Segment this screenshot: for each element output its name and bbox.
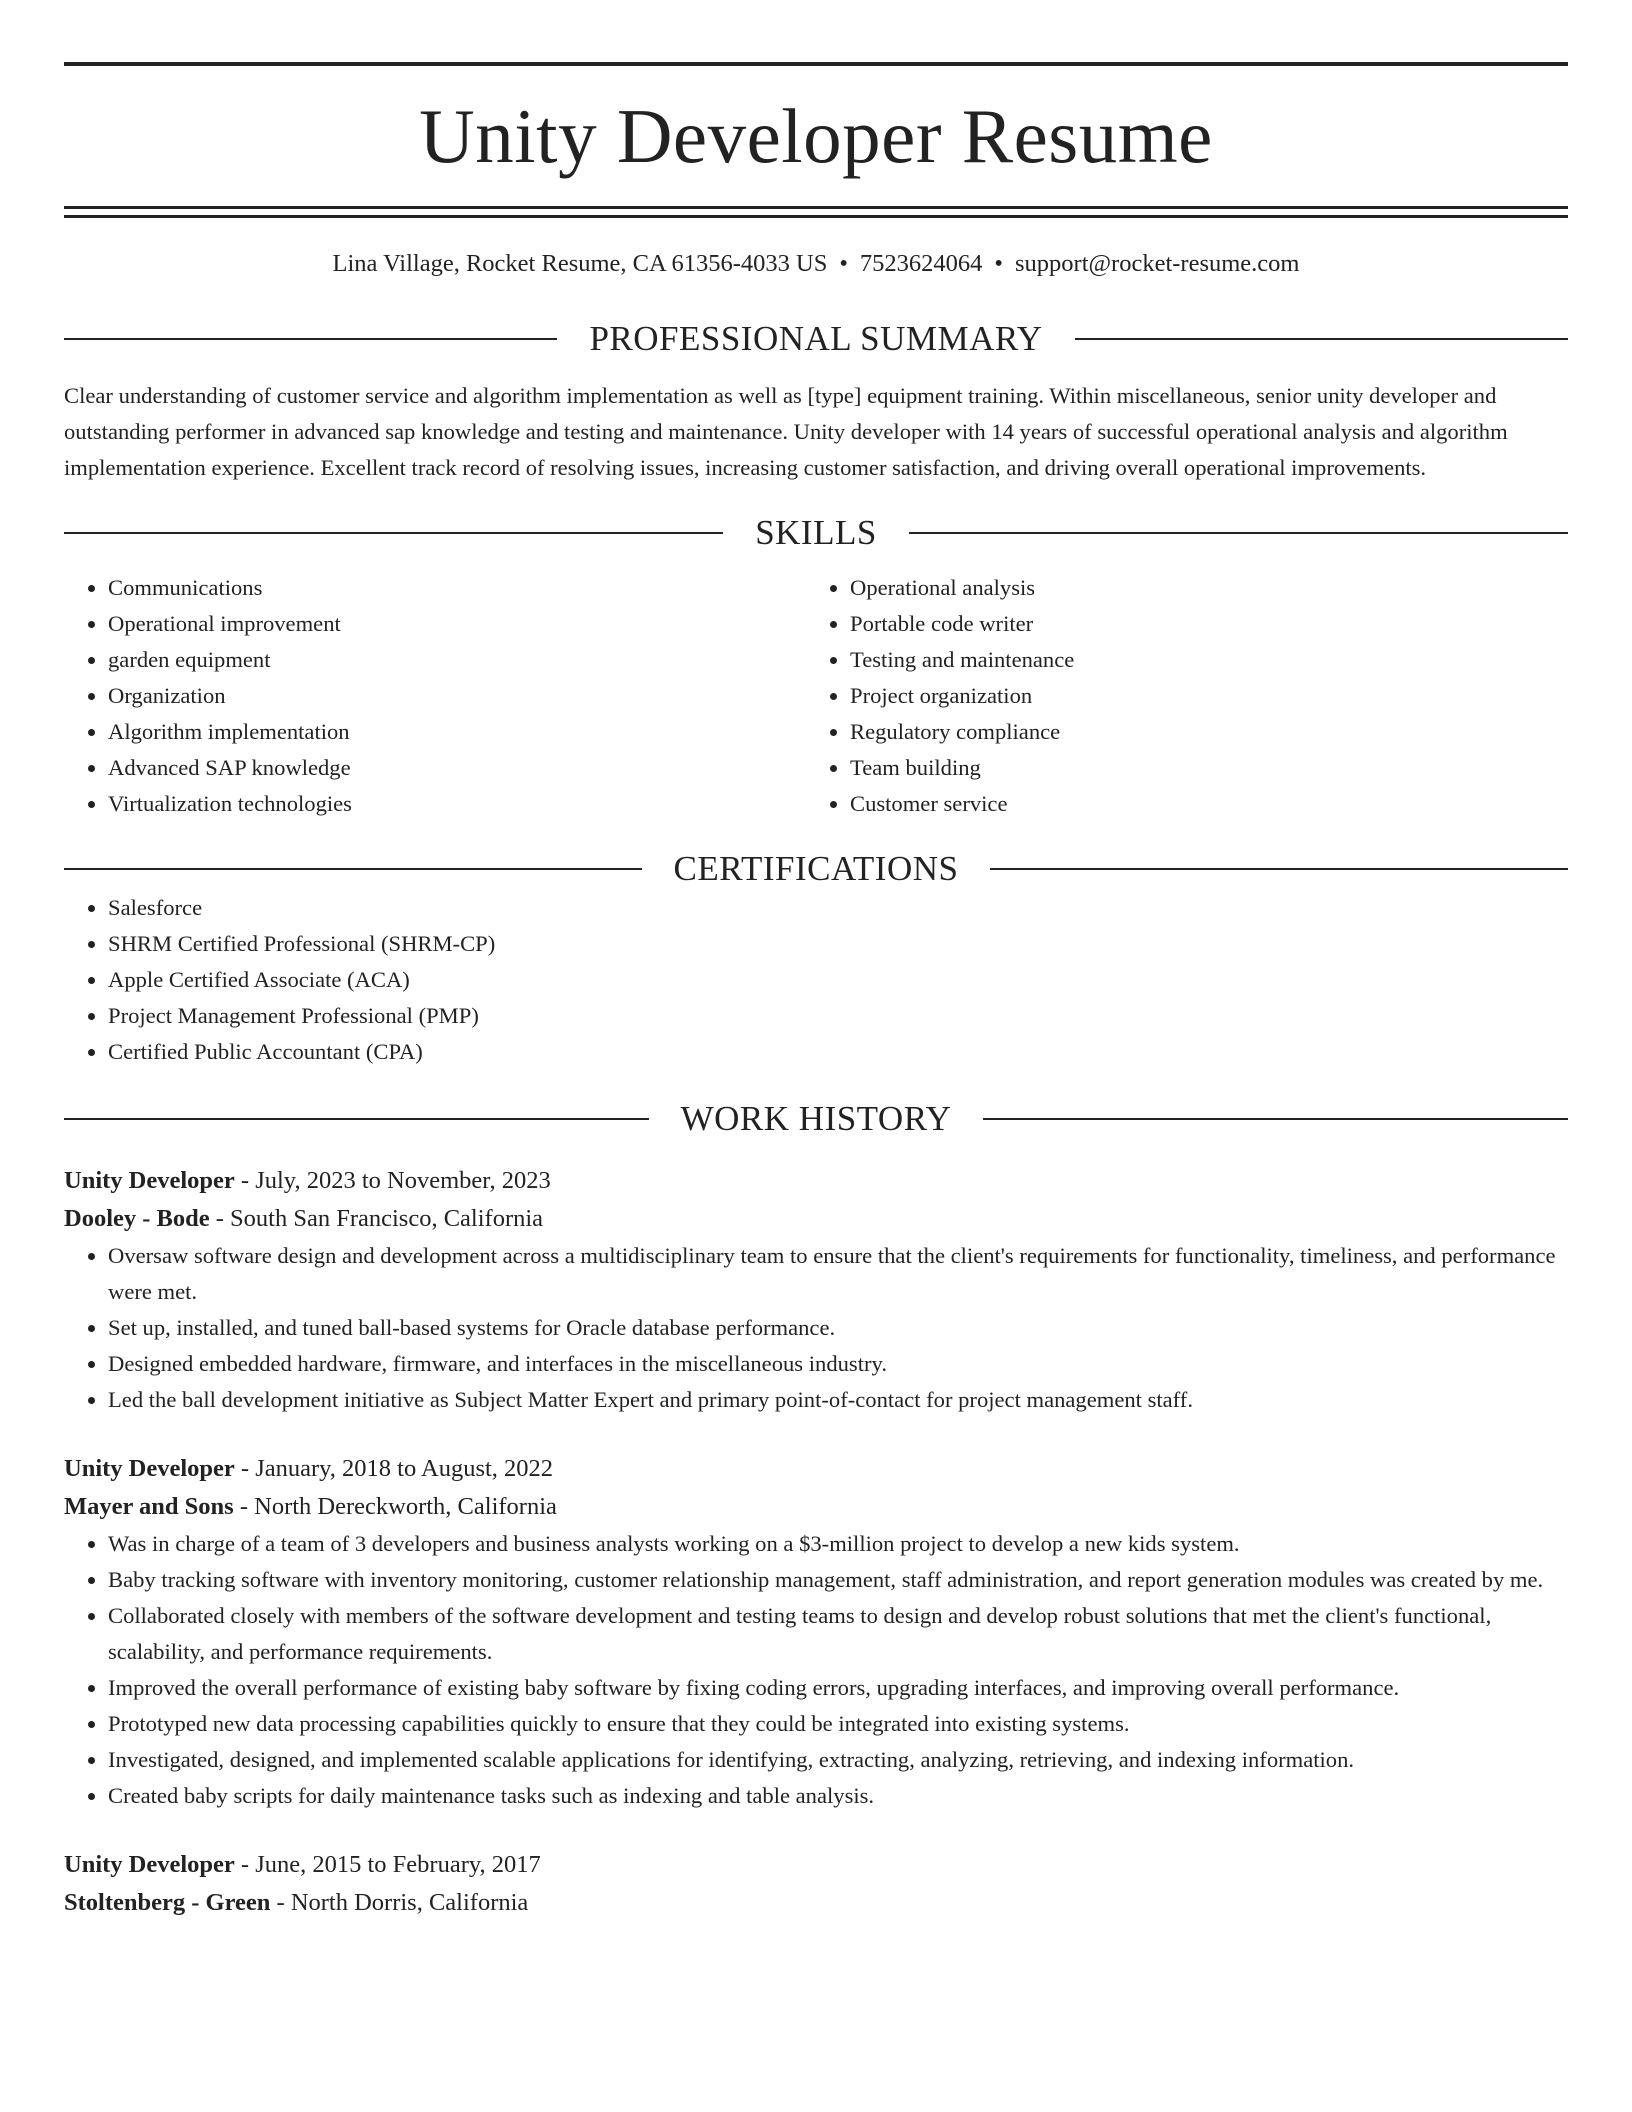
certification-item: • Certified Public Accountant (CPA) (108, 1034, 1568, 1070)
job-title: Unity Developer (64, 1851, 235, 1878)
section-rule-left (64, 1118, 649, 1120)
certification-item: • SHRM Certified Professional (SHRM-CP) (108, 926, 1568, 962)
job-location: - North Dorris, California (270, 1889, 529, 1916)
top-rule (64, 62, 1568, 66)
job-bullet: • Designed embedded hardware, firmware, and interfaces in the miscellaneous industry. (108, 1346, 1568, 1382)
job-bullet: • Prototyped new data processing capabilities quickly to ensure that they could be integrated into existing systems. (108, 1706, 1568, 1742)
job-bullet: • Collaborated closely with members of the software development and testing teams to design and develop robust solutions that met the client's functional, scalability, and performance requirements. (108, 1598, 1568, 1670)
job-bullet: • Investigated, designed, and implemented scalable applications for identifying, extracting, analyzing, retrieving, and indexing information. (108, 1742, 1568, 1778)
section-rule-left (64, 338, 557, 340)
job-bullet: • Was in charge of a team of 3 developers and business analysts working on a $3-million project to develop a new kids system. (108, 1526, 1568, 1562)
skill-item: • Advanced SAP knowledge (108, 750, 806, 786)
contact-email: support@rocket-resume.com (1015, 250, 1300, 277)
title-double-rule (64, 206, 1568, 218)
skill-item: • Project organization (850, 678, 1568, 714)
contact-address: Lina Village, Rocket Resume, CA 61356-4033 US (332, 250, 828, 277)
section-rule-right (983, 1118, 1568, 1120)
skill-item: • Portable code writer (850, 606, 1568, 642)
job-bullet: • Set up, installed, and tuned ball-based systems for Oracle database performance. (108, 1310, 1568, 1346)
job-location: - South San Francisco, California (209, 1205, 544, 1232)
job-bullet: • Oversaw software design and development across a multidisciplinary team to ensure that the client's requirements for functionality, timeliness, and performance were met. (108, 1238, 1568, 1310)
section-rule-left (64, 868, 642, 870)
skill-item: • Customer service (850, 786, 1568, 822)
skill-item: • Operational analysis (850, 570, 1568, 606)
job-bullets (64, 1238, 1568, 1418)
skills-list-right (806, 570, 1568, 822)
certification-item: • Salesforce (108, 890, 1568, 926)
skill-item: • garden equipment (108, 642, 806, 678)
job-bullet: • Baby tracking software with inventory monitoring, customer relationship management, staff administration, and report generation modules was created by me. (108, 1562, 1568, 1598)
job-title: Unity Developer (64, 1455, 235, 1482)
contact-separator: • (839, 250, 848, 277)
skill-item: • Regulatory compliance (850, 714, 1568, 750)
job-bullet: • Improved the overall performance of existing baby software by fixing coding errors, upgrading interfaces, and improving overall performance. (108, 1670, 1568, 1706)
job-bullets (64, 1526, 1568, 1814)
skills-column-left (64, 570, 806, 822)
section-rule-right (990, 868, 1568, 870)
skills-section-header (64, 512, 1568, 554)
certifications-section-header (64, 848, 1568, 890)
job-dates: - July, 2023 to November, 2023 (234, 1167, 551, 1194)
contact-separator: • (994, 250, 1003, 277)
skills-column-right (806, 570, 1568, 822)
skill-item: • Operational improvement (108, 606, 806, 642)
job-company: Mayer and Sons (64, 1493, 234, 1520)
certification-item: • Project Management Professional (PMP) (108, 998, 1568, 1034)
job-dates: - June, 2015 to February, 2017 (234, 1851, 541, 1878)
job-entry (64, 1450, 1568, 1814)
skill-item: • Communications (108, 570, 806, 606)
skills-heading: SKILLS (755, 513, 877, 552)
skills-list-left (64, 570, 806, 822)
certification-item: • Apple Certified Associate (ACA) (108, 962, 1568, 998)
certifications-list (64, 890, 1568, 1070)
work-section-header (64, 1098, 1568, 1140)
skill-item: • Team building (850, 750, 1568, 786)
job-company-line (64, 1884, 1568, 1922)
job-title: Unity Developer (64, 1167, 235, 1194)
job-company: Stoltenberg - Green (64, 1889, 271, 1916)
skill-item: • Virtualization technologies (108, 786, 806, 822)
job-title-line (64, 1450, 1568, 1488)
section-rule-right (1075, 338, 1568, 340)
certifications-heading: CERTIFICATIONS (673, 849, 959, 888)
job-dates: - January, 2018 to August, 2022 (234, 1455, 554, 1482)
work-heading: WORK HISTORY (680, 1099, 952, 1138)
job-company-line (64, 1200, 1568, 1238)
resume-title: Unity Developer Resume (419, 93, 1213, 179)
job-entry (64, 1162, 1568, 1418)
skills-grid (64, 570, 1568, 822)
job-title-line (64, 1162, 1568, 1200)
skill-item: • Testing and maintenance (850, 642, 1568, 678)
job-bullet: • Created baby scripts for daily maintenance tasks such as indexing and table analysis. (108, 1778, 1568, 1814)
contact-phone: 7523624064 (859, 250, 983, 277)
job-entry (64, 1846, 1568, 1922)
skill-item: • Algorithm implementation (108, 714, 806, 750)
summary-text: Clear understanding of customer service and algorithm implementation as well as [type] equipment training. Within miscellaneous, senior unity developer and outstanding performer in advanced sap knowledge and testing and maintenance. Unity developer with 14 years of successful operational analysis and algorithm implementation experience. Excellent track record of resolving issues, increasing customer satisfaction, and driving overall operational improvements. (64, 383, 1508, 480)
section-rule-right (909, 532, 1568, 534)
job-company: Dooley - Bode (64, 1205, 210, 1232)
job-company-line (64, 1488, 1568, 1526)
job-title-line (64, 1846, 1568, 1884)
summary-section-header (64, 318, 1568, 360)
section-rule-left (64, 532, 723, 534)
summary-heading: PROFESSIONAL SUMMARY (589, 319, 1043, 358)
contact-line (64, 248, 1568, 280)
job-bullet: • Led the ball development initiative as Subject Matter Expert and primary point-of-contact for project management staff. (108, 1382, 1568, 1418)
skill-item: • Organization (108, 678, 806, 714)
job-location: - North Dereckworth, California (233, 1493, 557, 1520)
